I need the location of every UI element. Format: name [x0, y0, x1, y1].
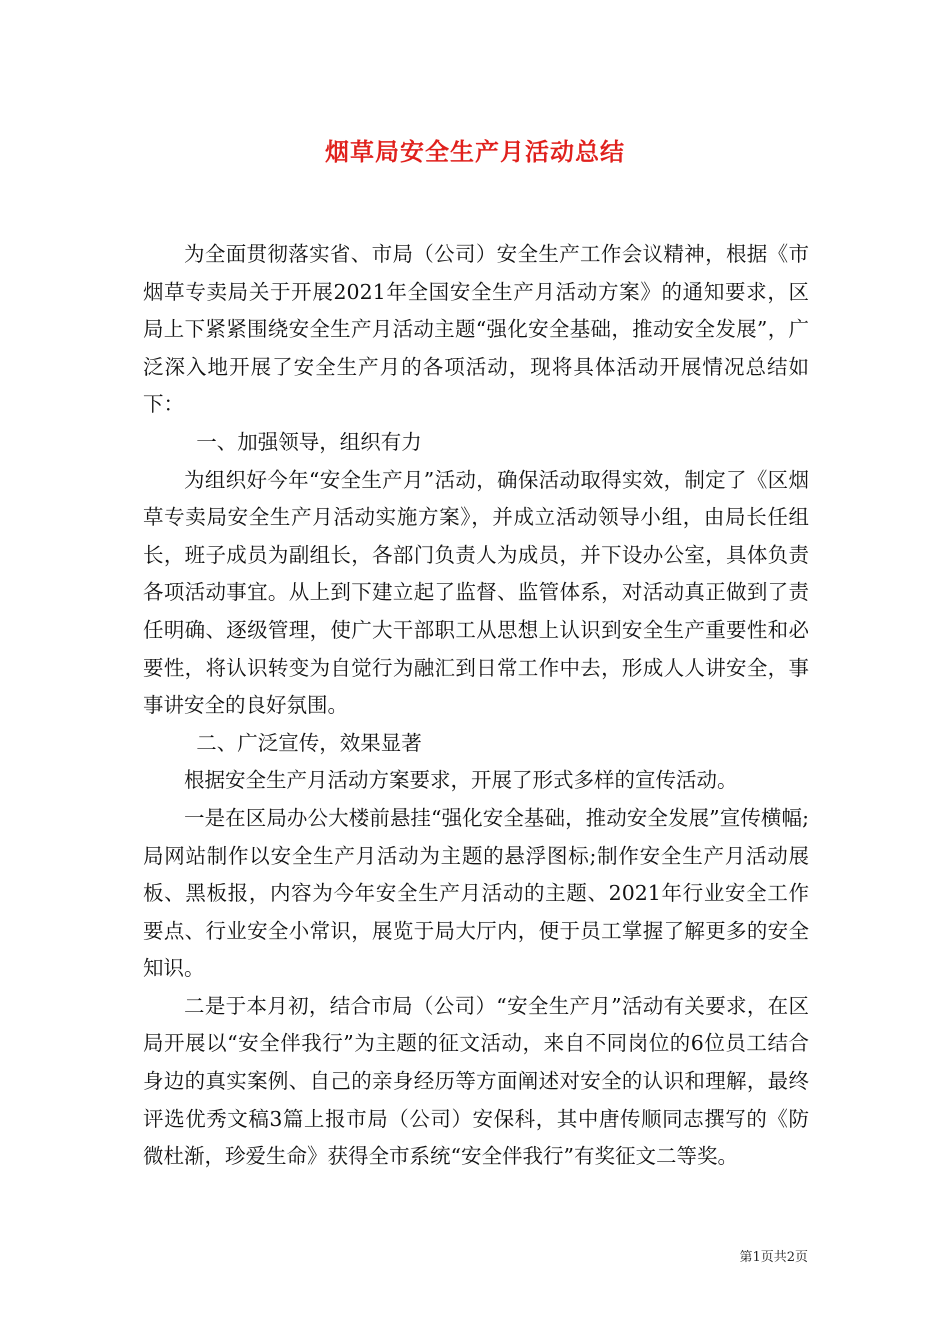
paragraph-publicity-intro: 根据安全生产月活动方案要求，开展了形式多样的宣传活动。: [184, 768, 738, 793]
paragraph-leadership: 为组织好今年“安全生产月”活动，确保活动取得实效，制定了《区烟草专卖局安全生产月活动实施方案》，并成立活动领导小组，由局长任组长，班子成员为副组长，各部门负责人为成员，并下设办公室，具体负责各项活动事宜。从上到下建立起了监督、监管体系，对活动真正做到了责任明确、逐级管理，使广大干部职工从思想上认识到安全生产重要性和必要性，将认识转变为自觉行为融汇到日常工作中去，形成人人讲安全，事事讲安全的良好氛围。: [143, 467, 809, 718]
document-body: [143, 236, 809, 1176]
page-number: 第1页共2页: [739, 1250, 808, 1265]
section-heading-2: 二、广泛宣传，效果显著: [196, 730, 422, 755]
document-title: 烟草局安全生产月活动总结: [325, 137, 625, 166]
paragraph-publicity-first: 一是在区局办公大楼前悬挂“强化安全基础，推动安全发展”宣传横幅;局网站制作以安全生产月活动为主题的悬浮图标;制作安全生产月活动展板、黑板报，内容为今年安全生产月活动的主题、2021年行业安全工作要点、行业安全小常识，展览于局大厅内，便于员工掌握了解更多的安全知识。: [143, 805, 809, 981]
paragraph-publicity-second: 二是于本月初，结合市局（公司）“安全生产月”活动有关要求，在区局开展以“安全伴我行”为主题的征文活动，来自不同岗位的6位员工结合身边的真实案例、自己的亲身经历等方面阐述对安全的认识和理解，最终评选优秀文稿3篇上报市局（公司）安保科，其中唐传顺同志撰写的《防微杜渐，珍爱生命》获得全市系统“安全伴我行”有奖征文二等奖。: [143, 993, 809, 1169]
section-heading-1: 一、加强领导，组织有力: [196, 429, 422, 454]
paragraph-intro: 为全面贯彻落实省、市局（公司）安全生产工作会议精神，根据《市烟草专卖局关于开展2021年全国安全生产月活动方案》的通知要求，区局上下紧紧围绕安全生产月活动主题“强化安全基础，推动安全发展”，广泛深入地开展了安全生产月的各项活动，现将具体活动开展情况总结如下：: [143, 242, 809, 417]
